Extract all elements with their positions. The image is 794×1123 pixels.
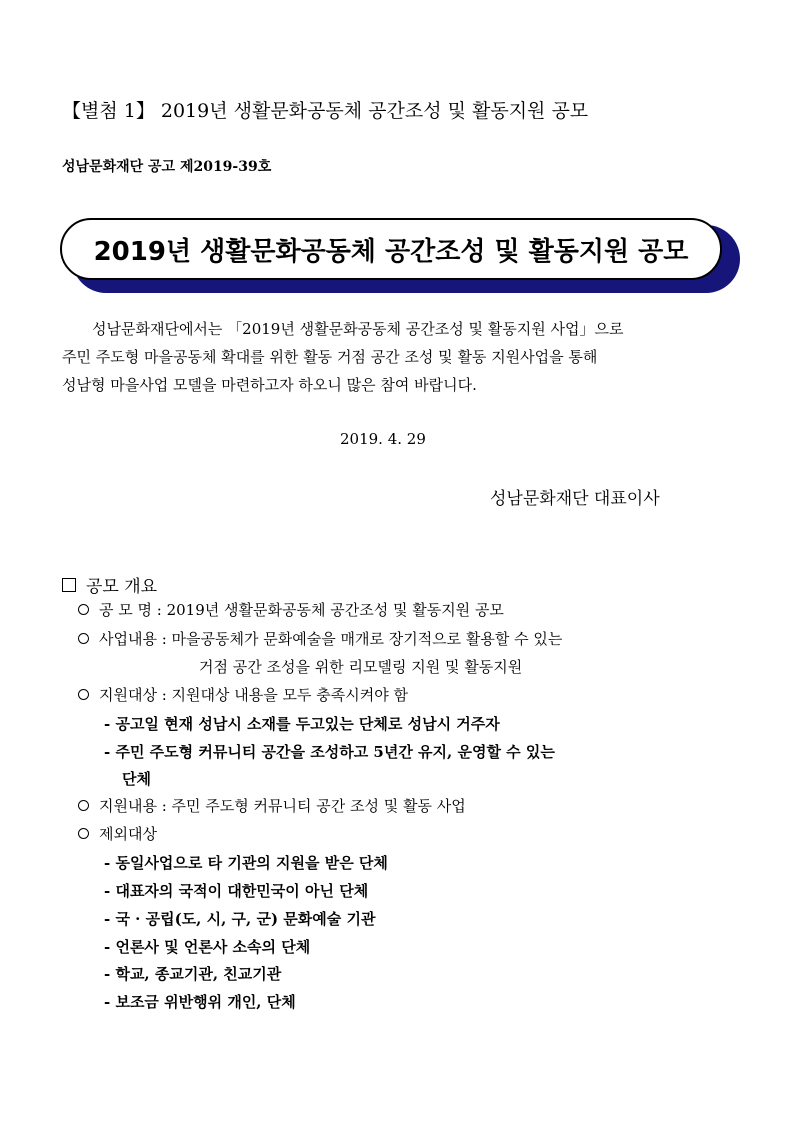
list-item [78,823,157,844]
intro-line: 성남문화재단에서는 「2019년 생활문화공동체 공간조성 및 활동지원 사업」으로 [92,320,624,338]
list-item-continuation: 거점 공간 조성을 위한 리모델링 지원 및 활동지원 [199,658,523,676]
sub-item: - 동일사업으로 타 기관의 지원을 받은 단체 [104,854,388,872]
sub-item: - 공고일 현재 성남시 소재를 두고있는 단체로 성남시 거주자 [104,715,500,733]
list-item-text: 지원대상 : 지원대상 내용을 모두 충족시켜야 함 [99,686,408,704]
list-item-text: 제외대상 [99,825,157,843]
page-title: 2019년 생활문화공동체 공간조성 및 활동지원 공모 [93,236,689,267]
list-item [78,599,504,620]
sub-item: - 언론사 및 언론사 소속의 단체 [104,938,311,956]
circle-bullet-icon [78,633,89,644]
list-item-text: 공 모 명 : 2019년 생활문화공동체 공간조성 및 활동지원 공모 [99,601,504,619]
attachment-heading: 【별첨 1】 2019년 생활문화공동체 공간조성 및 활동지원 공모 [62,100,589,122]
circle-bullet-icon [78,800,89,811]
sub-item: - 주민 주도형 커뮤니티 공간을 조성하고 5년간 유지, 운영할 수 있는 [104,743,555,761]
notice-date: 2019. 4. 29 [340,430,426,448]
circle-bullet-icon [78,828,89,839]
circle-bullet-icon [78,604,89,615]
sub-item: - 대표자의 국적이 대한민국이 아닌 단체 [104,882,369,900]
list-item [78,795,466,816]
list-item-text: 지원내용 : 주민 주도형 커뮤니티 공간 조성 및 활동 사업 [99,797,466,815]
list-item-text: 사업내용 : 마을공동체가 문화예술을 매개로 장기적으로 활용할 수 있는 [99,630,563,648]
sub-item: - 국 · 공립(도, 시, 구, 군) 문화예술 기관 [104,910,376,928]
sub-item: - 학교, 종교기관, 친교기관 [104,965,282,983]
sub-item-continuation: 단체 [122,770,151,788]
section-header [62,572,157,597]
list-item [78,684,408,705]
section-title: 공모 개요 [86,577,158,597]
notice-number: 성남문화재단 공고 제2019-39호 [62,159,272,175]
checkbox-square-icon [62,578,76,592]
list-item [78,628,562,649]
intro-line: 주민 주도형 마을공동체 확대를 위한 활동 거점 공간 조성 및 활동 지원사업을 통해 [62,348,598,366]
circle-bullet-icon [78,689,89,700]
sub-item: - 보조금 위반행위 개인, 단체 [104,993,296,1011]
intro-line: 성남형 마을사업 모델을 마련하고자 하오니 많은 참여 바랍니다. [62,376,477,394]
issuer-signature: 성남문화재단 대표이사 [490,489,660,509]
title-banner [60,218,722,280]
